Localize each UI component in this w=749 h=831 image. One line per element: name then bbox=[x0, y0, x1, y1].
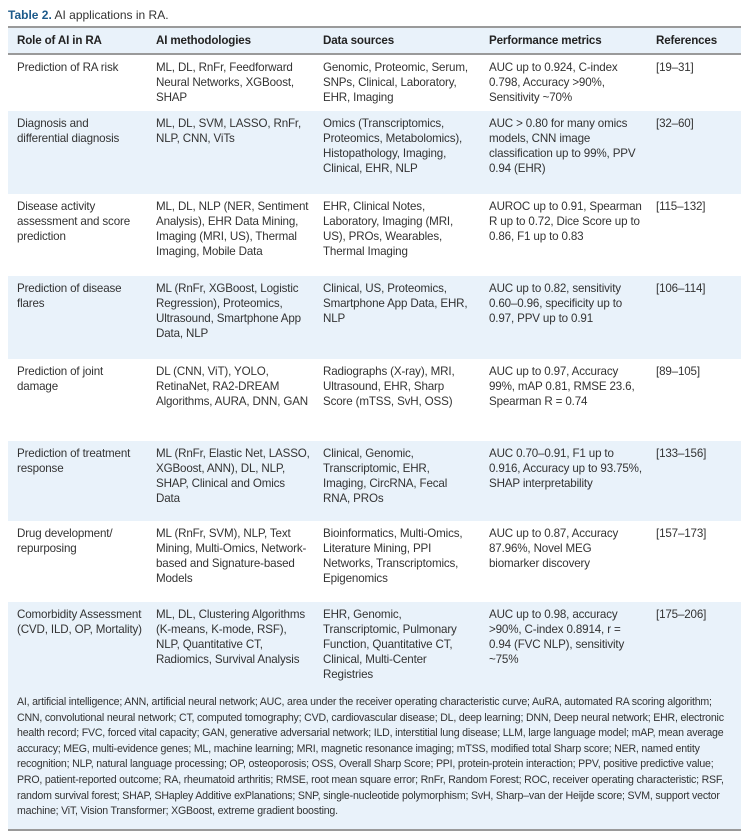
column-header: AI methodologies bbox=[156, 34, 251, 47]
cell-role: Comorbidity Assessment (CVD, ILD, OP, Mortality) bbox=[17, 608, 142, 636]
cell-metrics: AUC > 0.80 for many omics models, CNN image classification up to 99%, PPV 0.94 (EHR) bbox=[489, 117, 636, 175]
column-header: Role of AI in RA bbox=[17, 34, 102, 47]
cell-sources: Radiographs (X-ray), MRI, Ultrasound, EHR, Sharp Score (mTSS, SvH, OSS) bbox=[323, 365, 455, 408]
column-header: References bbox=[656, 34, 718, 47]
cell-sources: Omics (Transcriptomics, Proteomics, Metabolomics), Histopathology, Imaging, Clinical, EHR, NLP bbox=[323, 117, 463, 175]
cell-role: Prediction of joint damage bbox=[17, 365, 104, 393]
table-row bbox=[8, 276, 741, 359]
cell-methods: ML (RnFr, Elastic Net, LASSO, XGBoost, ANN), DL, NLP, SHAP, Clinical and Omics Data bbox=[156, 447, 310, 505]
cell-sources: Genomic, Proteomic, Serum, SNPs, Clinical, Laboratory, EHR, Imaging bbox=[323, 61, 468, 104]
cell-role: Diagnosis and differential diagnosis bbox=[17, 117, 120, 145]
table-row bbox=[8, 521, 741, 602]
cell-metrics: AUROC up to 0.91, Spearman R up to 0.72, Dice Score up to 0.86, F1 up to 0.83 bbox=[489, 200, 642, 243]
cell-refs: [106–114] bbox=[656, 282, 706, 295]
cell-sources: Bioinformatics, Multi-Omics, Literature Mining, PPI Networks, Transcriptomics, Epigenomics bbox=[323, 527, 463, 585]
table-label: Table 2. bbox=[8, 8, 52, 22]
table-row bbox=[8, 359, 741, 441]
cell-metrics: AUC 0.70–0.91, F1 up to 0.916, Accuracy up to 93.75%, SHAP interpretability bbox=[489, 447, 642, 490]
column-header: Performance metrics bbox=[489, 34, 602, 47]
cell-methods: ML, DL, RnFr, Feedforward Neural Networks, XGBoost, SHAP bbox=[156, 61, 295, 104]
cell-methods: ML, DL, SVM, LASSO, RnFr, NLP, CNN, ViTs bbox=[156, 117, 302, 145]
cell-sources: Clinical, US, Proteomics, Smartphone App Data, EHR, NLP bbox=[323, 282, 468, 325]
cell-methods: ML, DL, NLP (NER, Sentiment Analysis), EHR Data Mining, Imaging (MRI, US), Thermal Imaging, Mobile Data bbox=[156, 200, 309, 258]
ai-applications-table bbox=[8, 26, 741, 693]
cell-methods: ML (RnFr, SVM), NLP, Text Mining, Multi-Omics, Network-based and Signature-based Models bbox=[156, 527, 307, 585]
cell-metrics: AUC up to 0.97, Accuracy 99%, mAP 0.81, RMSE 23.6, Spearman R = 0.74 bbox=[489, 365, 635, 408]
cell-refs: [32–60] bbox=[656, 117, 694, 130]
cell-role: Prediction of RA risk bbox=[17, 61, 119, 74]
cell-refs: [157–173] bbox=[656, 527, 707, 540]
table-row bbox=[8, 602, 741, 692]
cell-role: Drug development/ repurposing bbox=[17, 527, 113, 555]
table-caption bbox=[8, 8, 169, 22]
cell-sources: Clinical, Genomic, Transcriptomic, EHR, Imaging, CircRNA, Fecal RNA, PROs bbox=[323, 447, 448, 505]
cell-sources: EHR, Clinical Notes, Laboratory, Imaging (MRI, US), PROs, Wearables, Thermal Imaging bbox=[323, 200, 454, 258]
table-row bbox=[8, 54, 741, 111]
cell-metrics: AUC up to 0.87, Accuracy 87.96%, Novel MEG biomarker discovery bbox=[489, 527, 619, 570]
cell-refs: [89–105] bbox=[656, 365, 700, 378]
cell-role: Prediction of disease flares bbox=[17, 282, 122, 310]
cell-methods: DL (CNN, ViT), YOLO, RetinaNet, RA2-DREAM Algorithms, AURA, DNN, GAN bbox=[156, 365, 309, 408]
cell-metrics: AUC up to 0.924, C-index 0.798, Accuracy >90%, Sensitivity ~70% bbox=[489, 61, 618, 104]
column-header: Data sources bbox=[323, 34, 395, 47]
table-row bbox=[8, 194, 741, 276]
cell-role: Prediction of treatment response bbox=[17, 447, 131, 475]
cell-metrics: AUC up to 0.98, accuracy >90%, C-index 0.8914, r = 0.94 (FVC NLP), sensitivity ~75% bbox=[489, 608, 625, 666]
cell-refs: [175–206] bbox=[656, 608, 707, 621]
table-row bbox=[8, 111, 741, 194]
cell-methods: ML, DL, Clustering Algorithms (K-means, K-mode, RSF), NLP, Quantitative CT, Radiomics, Survival Analysis bbox=[156, 608, 306, 666]
cell-metrics: AUC up to 0.82, sensitivity 0.60–0.96, specificity up to 0.97, PPV up to 0.91 bbox=[489, 282, 623, 325]
cell-refs: [115–132] bbox=[656, 200, 706, 213]
table-footnote: AI, artificial intelligence; ANN, artificial neural network; AUC, area under the receiver operating characteristic curve; AuRA, automated RA scoring algorithm; CNN, convolutional neural network; CT, computed tomography; CVD, cardiovascular disease; DL, deep learning; DNN, Deep neural network; EHR, electronic health record; FVC, forced vital capacity; GAN, generative adversarial network; ILD, interstitial lung disease; LLM, large language model; mAP, mean average accuracy; MEG, multi-evidence genes; ML, machine learning; MRI, magnetic resonance imaging; mTSS, modified total Sharp score; NER, named entity recognition; NLP, natural language processing; OP, osteoporosis; OSS, Overall Sharp Score; PPI, protein-protein interaction; PPV, positive predictive value; PRO, patient-reported outcome; RA, rheumatoid arthritis; RMSE, root mean square error; RnFr, Random Forest; ROC, receiver operating characteristic; RSF, random survival forest; SHAP, SHapley Additive exPlanations; SNP, single-nucleotide polymorphism; SvH, Sharp–van der Heijde score; SVM, support vector machine; ViT, Vision Transformer; XGBoost, extreme gradient boosting. bbox=[8, 688, 741, 831]
table-title: AI applications in RA. bbox=[54, 8, 169, 22]
table-row bbox=[8, 441, 741, 521]
cell-role: Disease activity assessment and score prediction bbox=[17, 200, 130, 243]
cell-sources: EHR, Genomic, Transcriptomic, Pulmonary Function, Quantitative CT, Clinical, Multi-Center Registries bbox=[323, 608, 457, 681]
cell-methods: ML (RnFr, XGBoost, Logistic Regression), Proteomics, Ultrasound, Smartphone App Data, NLP bbox=[156, 282, 301, 340]
cell-refs: [19–31] bbox=[656, 61, 694, 74]
cell-refs: [133–156] bbox=[656, 447, 707, 460]
table-header-row bbox=[8, 27, 741, 54]
